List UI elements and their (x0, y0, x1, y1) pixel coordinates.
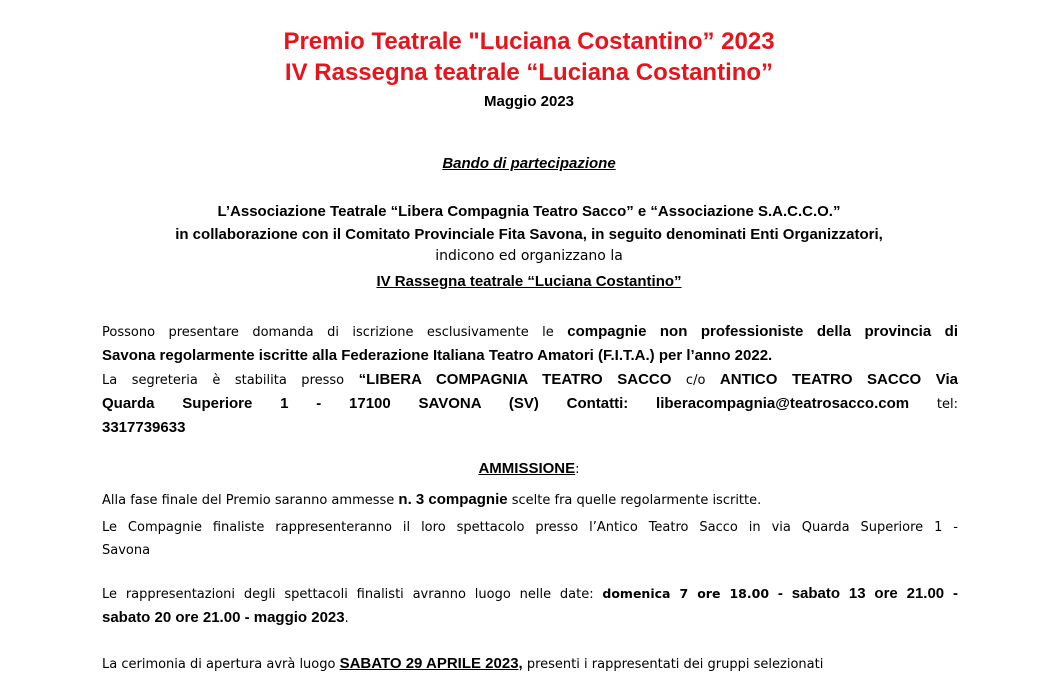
secretariat-intro: La segreteria è stabilita presso (102, 373, 359, 388)
ammissione-p2-line2: Savona (102, 543, 151, 558)
secretariat-address-2: Quarda Superiore 1 - 17100 SAVONA (SV) Contatti: liberacompagnia@teatrosacco.com (102, 395, 910, 412)
organizers-line-2: in collaborazione con il Comitato Provinciale Fita Savona, in seguito denominati Enti Organizzatori, (175, 226, 883, 243)
dates-rest-2: sabato 20 ore 21.00 - maggio 2023 (102, 609, 345, 626)
ammissione-p2-line1: Le Compagnie finaliste rappresenteranno il loro spettacolo presso l’Antico Teatro Sacco in via Quarda Superiore 1 - (102, 520, 958, 535)
secretariat-address-1: ANTICO TEATRO SACCO Via (719, 371, 959, 388)
organizers-line-3: indicono ed organizzano la (435, 248, 623, 264)
eligibility-bold-1: compagnie non professioniste della provincia di (567, 323, 958, 340)
secretariat-co: c/o (671, 373, 720, 388)
main-title: Premio Teatrale "Luciana Costantino” 2023 (283, 28, 775, 55)
event-name: IV Rassegna teatrale “Luciana Costantino” (376, 273, 682, 290)
secretariat-paragraph (102, 368, 958, 439)
ammissione-p1-bold: n. 3 compagnie (398, 491, 508, 508)
secretariat-phone: 3317739633 (102, 419, 186, 436)
ammissione-colon: : (575, 462, 580, 477)
ammissione-paragraph-2 (102, 516, 958, 562)
dates-intro: Le rappresentazioni degli spettacoli finalisti avranno luogo nelle date: (102, 587, 603, 602)
eligibility-intro: Possono presentare domanda di iscrizione esclusivamente le (102, 325, 568, 340)
ammissione-paragraph-1 (102, 488, 958, 512)
eligibility-bold-2: Savona regolarmente iscritte alla Federazione Italiana Teatro Amatori (F.I.T.A.) per l’anno 2022. (102, 347, 773, 364)
eligibility-paragraph (102, 320, 958, 367)
subtitle: IV Rassegna teatrale “Luciana Costantino” (284, 59, 774, 86)
secretariat-name: “LIBERA COMPAGNIA TEATRO SACCO (358, 371, 672, 388)
ceremony-paragraph (102, 652, 958, 676)
ceremony-intro: La cerimonia di apertura avrà luogo (102, 657, 340, 672)
dates-paragraph (102, 582, 958, 630)
ceremony-after: presenti i rappresentati dei gruppi selezionati (522, 657, 824, 672)
bando-heading: Bando di partecipazione (442, 155, 616, 172)
dates-first: domenica 7 ore 18.00 (602, 586, 770, 601)
organizers-line-1: L’Associazione Teatrale “Libera Compagnia Teatro Sacco” e “Associazione S.A.C.C.O.” (217, 203, 841, 220)
ammissione-label: AMMISSIONE (478, 460, 576, 477)
secretariat-tel-label: tel: (936, 397, 958, 412)
ammissione-p1-before: Alla fase finale del Premio saranno ammesse (102, 493, 399, 508)
ammissione-heading (0, 460, 1058, 477)
ammissione-p1-after: scelte fra quelle regolarmente iscritte. (507, 493, 762, 508)
ceremony-date: SABATO 29 APRILE 2023, (339, 655, 523, 672)
dates-end: . (344, 611, 349, 626)
dates-rest-1: - sabato 13 ore 21.00 - (769, 585, 958, 602)
date-line: Maggio 2023 (483, 93, 575, 110)
